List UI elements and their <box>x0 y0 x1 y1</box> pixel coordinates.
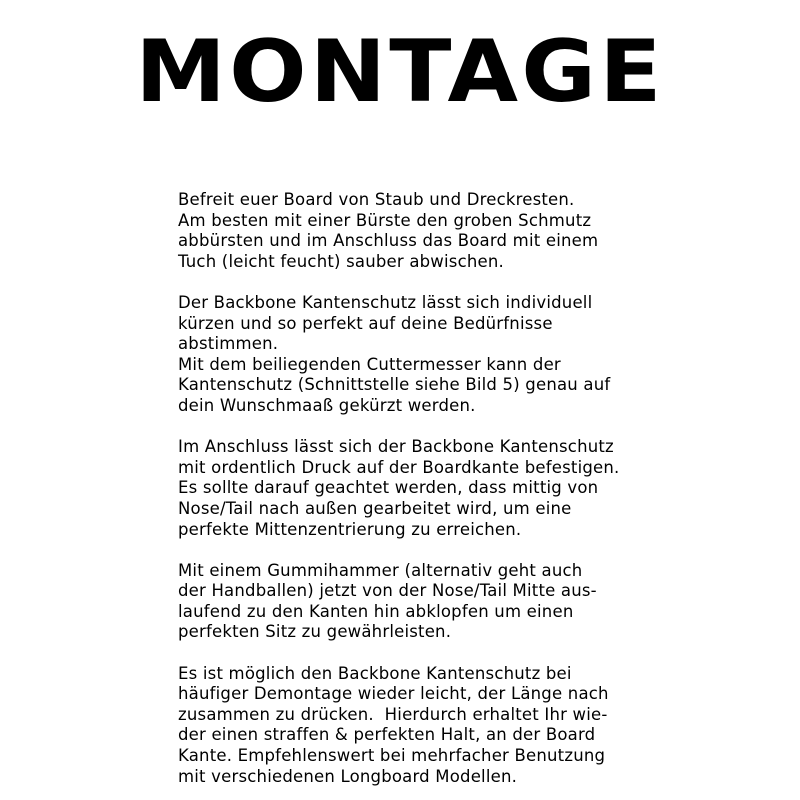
text-line: Befreit euer Board von Staub und Dreckresten. <box>178 190 575 209</box>
text-line: Es ist möglich den Backbone Kantenschutz bei <box>178 663 572 683</box>
paragraph-cleaning <box>178 190 648 272</box>
page-title: MONTAGE <box>135 22 665 122</box>
text-line: Im Anschluss lässt sich der Backbone Kantenschutz <box>178 437 614 457</box>
paragraph-hammering <box>178 561 648 643</box>
text-line: Am besten mit einer Bürste den groben Schmutz <box>178 210 592 230</box>
text-line: Tuch (leicht feucht) sauber abwischen. <box>178 251 504 271</box>
text-line: zusammen zu drücken. Hierdurch erhaltet Ihr wie- <box>178 704 608 724</box>
text-line: perfekte Mittenzentrierung zu erreichen. <box>178 519 522 539</box>
text-line: mit ordentlich Druck auf der Boardkante befestigen. <box>178 457 620 477</box>
text-line: laufend zu den Kanten hin abklopfen um einen <box>178 601 574 621</box>
text-line: der einen straffen & perfekten Halt, an der Board <box>178 725 596 745</box>
text-line: der Handballen) jetzt von der Nose/Tail Mitte aus- <box>178 581 597 601</box>
instructions-text <box>178 190 648 787</box>
text-line: Mit einem Gummihammer (alternativ geht auch <box>178 560 583 580</box>
text-line: dein Wunschmaaß gekürzt werden. <box>178 395 476 415</box>
text-line: Kantenschutz (Schnittstelle siehe Bild 5) genau auf <box>178 375 611 395</box>
paragraph-cutting <box>178 293 648 417</box>
text-line: Nose/Tail nach außen gearbeitet wird, um eine <box>178 498 572 518</box>
text-line: perfekten Sitz zu gewährleisten. <box>178 622 452 642</box>
text-line: Kante. Empfehlenswert bei mehrfacher Benutzung <box>178 746 606 766</box>
text-line: mit verschiedenen Longboard Modellen. <box>178 766 518 786</box>
text-line: Mit dem beiliegenden Cuttermesser kann der <box>178 354 561 374</box>
text-line: häufiger Demontage wieder leicht, der Länge nach <box>178 684 609 704</box>
text-line: abstimmen. <box>178 334 279 354</box>
text-line: abbürsten und im Anschluss das Board mit einem <box>178 231 599 251</box>
text-line: Der Backbone Kantenschutz lässt sich individuell <box>178 292 593 312</box>
paragraph-attaching <box>178 437 648 540</box>
text-line: kürzen und so perfekt auf deine Bedürfnisse <box>178 313 553 333</box>
text-line: Es sollte darauf geachtet werden, dass mittig von <box>178 478 599 498</box>
paragraph-reuse <box>178 664 648 788</box>
